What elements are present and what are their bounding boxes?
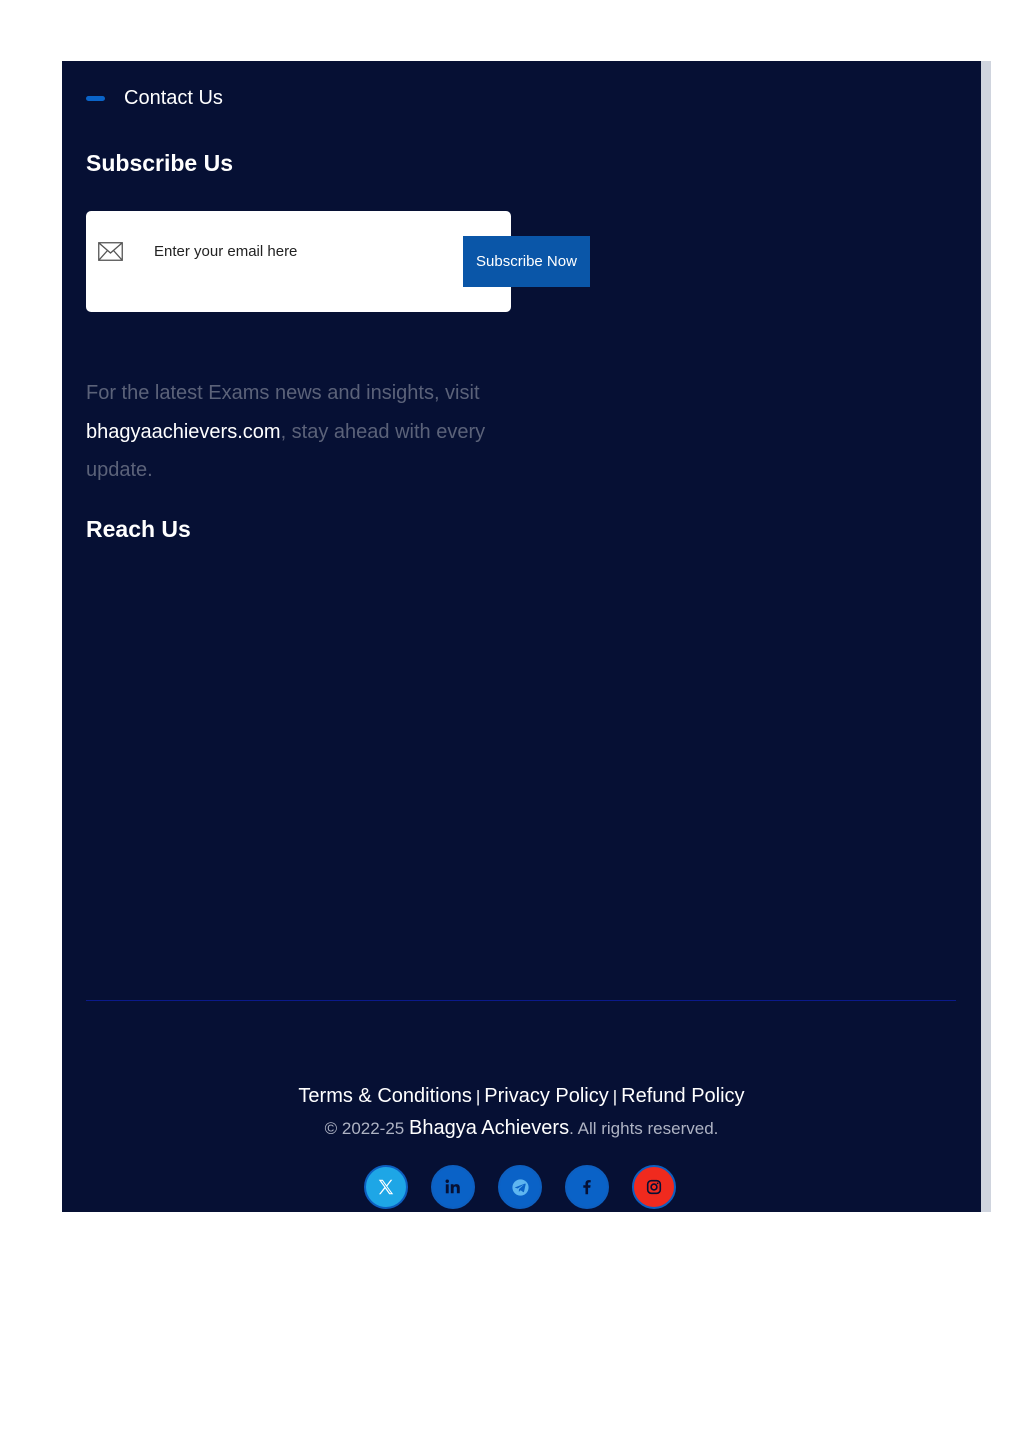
social-links [364,1165,676,1209]
terms-link[interactable]: Terms & Conditions [298,1085,472,1107]
linkedin-icon [444,1178,462,1196]
instagram-link[interactable] [632,1165,676,1209]
contact-us-link[interactable] [86,87,223,110]
news-blurb [86,374,516,490]
legal-separator: | [475,1087,481,1106]
telegram-link[interactable] [498,1165,542,1209]
copyright-prefix: © 2022-25 [324,1119,409,1138]
site-footer [62,61,981,1212]
blurb-text-before: For the latest Exams news and insights, visit [86,382,480,404]
email-field-box [86,211,511,312]
dash-bullet-icon [86,96,105,101]
email-input[interactable] [154,239,454,263]
legal-links [62,1085,981,1108]
copyright-notice [62,1117,981,1140]
telegram-icon [511,1178,530,1197]
blurb-text-after: , stay ahead with every update. [86,420,486,481]
facebook-link[interactable] [565,1165,609,1209]
facebook-icon [578,1178,596,1196]
copyright-suffix: . All rights reserved. [569,1119,719,1138]
subscribe-now-button[interactable]: Subscribe Now [463,236,590,287]
brand-name: Bhagya Achievers [408,1117,570,1139]
reach-us-heading: Reach Us [86,516,191,542]
instagram-icon [645,1178,663,1196]
linkedin-link[interactable] [431,1165,475,1209]
refund-policy-link[interactable]: Refund Policy [621,1085,745,1107]
x-twitter-icon [377,1178,395,1196]
subscribe-heading: Subscribe Us [86,150,233,176]
mail-icon [98,242,123,261]
scrollbar[interactable] [981,61,991,1212]
site-link[interactable]: bhagyaachievers.com [86,420,281,443]
x-twitter-link[interactable] [364,1165,408,1209]
contact-us-label: Contact Us [124,87,223,109]
legal-separator: | [612,1087,618,1106]
footer-divider [86,1000,956,1001]
privacy-policy-link[interactable]: Privacy Policy [484,1085,609,1107]
